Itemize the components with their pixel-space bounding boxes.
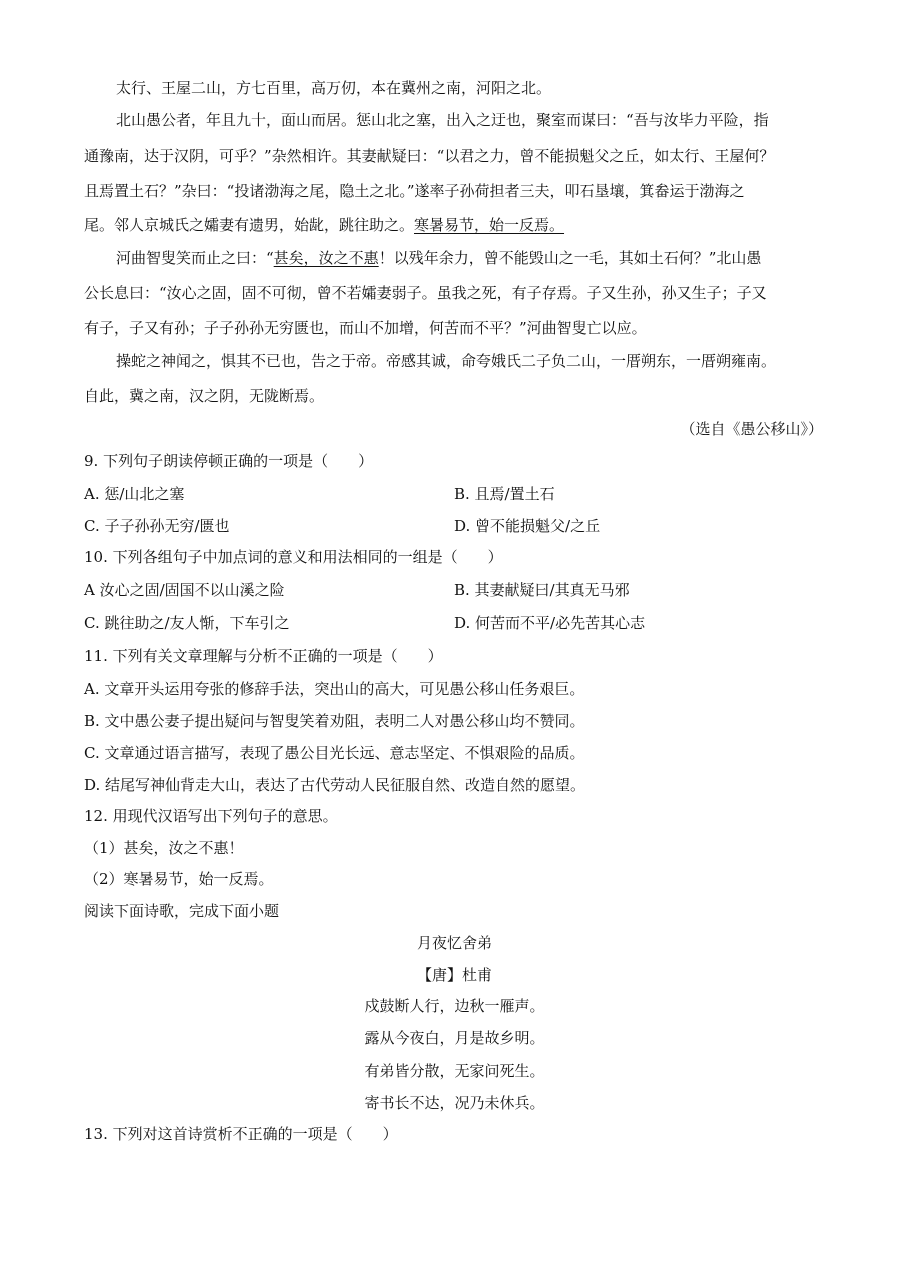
passage-para-3-line-2: 公长息曰：“汝心之固，固不可彻，曾不若孀妻弱子。虽我之死，有子存焉。子又生孙，孙又生子；子又 <box>84 284 767 302</box>
question-9-stem: 9. 下列句子朗读停顿正确的一项是（ ） <box>84 452 374 470</box>
question-10-option-a[interactable]: A 汝心之固/固国不以山溪之险 <box>84 581 285 599</box>
question-11-option-d[interactable]: D. 结尾写神仙背走大山，表达了古代劳动人民征服自然、改造自然的愿望。 <box>84 776 586 794</box>
passage-para-3-line-1 <box>116 248 761 268</box>
question-12-sentence-1: （1）甚矣，汝之不惠！ <box>84 839 244 857</box>
question-12-sentence-2: （2）寒暑易节，始一反焉。 <box>84 870 274 888</box>
poem-line-1: 戍鼓断人行，边秋一雁声。 <box>364 997 545 1015</box>
passage-para-4-line-2: 自此，冀之南，汉之阴，无陇断焉。 <box>84 387 325 405</box>
underlined-sentence: 甚矣，汝之不惠 <box>273 249 379 267</box>
passage-text: ！以残年余力，曾不能毁山之一毛，其如土石何？”北山愚 <box>378 249 762 267</box>
passage-para-1: 太行、王屋二山，方七百里，高万仞，本在冀州之南，河阳之北。 <box>116 79 552 97</box>
question-13-stem: 13. 下列对这首诗赏析不正确的一项是（ ） <box>84 1125 398 1143</box>
question-10-option-c[interactable]: C. 跳往助之/友人惭，下车引之 <box>84 614 290 632</box>
question-11-stem: 11. 下列有关文章理解与分析不正确的一项是（ ） <box>84 647 443 665</box>
question-11-option-a[interactable]: A. 文章开头运用夸张的修辞手法，突出山的高大，可见愚公移山任务艰巨。 <box>84 680 585 698</box>
poem-line-2: 露从今夜白，月是故乡明。 <box>364 1029 545 1047</box>
passage-text: 尾。邻人京城氏之孀妻有遗男，始龀，跳往助之。 <box>84 216 415 234</box>
question-11-option-b[interactable]: B. 文中愚公妻子提出疑问与智叟笑着劝阻，表明二人对愚公移山均不赞同。 <box>84 712 585 730</box>
question-10-option-d[interactable]: D. 何苦而不平/必先苦其心志 <box>454 614 646 632</box>
question-9-option-a[interactable]: A. 惩/山北之塞 <box>84 485 185 503</box>
question-10-option-b[interactable]: B. 其妻献疑曰/其真无马邪 <box>454 581 630 599</box>
poem-author: 【唐】杜甫 <box>416 966 492 984</box>
passage-source: （选自《愚公移山》） <box>680 420 823 438</box>
passage-para-4-line-1: 操蛇之神闻之，惧其不已也，告之于帝。帝感其诚，命夸娥氏二子负二山，一厝朔东，一厝朔雍南。 <box>116 352 777 370</box>
passage-para-2-line-4 <box>84 215 564 235</box>
poem-title: 月夜忆舍弟 <box>416 934 492 952</box>
passage-para-3-line-3: 有子，子又有孙；子子孙孙无穷匮也，而山不加增，何苦而不平？”河曲智叟亡以应。 <box>84 319 647 337</box>
question-12-stem: 12. 用现代汉语写出下列句子的意思。 <box>84 807 338 825</box>
poem-instruction: 阅读下面诗歌，完成下面小题 <box>84 902 280 920</box>
passage-para-2-line-3: 且焉置土石？”杂曰：“投诸渤海之尾，隐土之北。”遂率子孙荷担者三夫，叩石垦壤，箕畚运于渤海之 <box>84 182 745 200</box>
question-10-stem: 10. 下列各组句子中加点词的意义和用法相同的一组是（ ） <box>84 548 503 566</box>
passage-text: 河曲智叟笑而止之曰：“ <box>116 249 274 267</box>
passage-para-2-line-2: 通豫南，达于汉阴，可乎？”杂然相许。其妻献疑曰：“以君之力，曾不能损魁父之丘，如太行、王屋何？ <box>84 147 775 165</box>
poem-line-3: 有弟皆分散，无家问死生。 <box>364 1062 545 1080</box>
passage-para-2-line-1: 北山愚公者，年且九十，面山而居。惩山北之塞，出入之迂也，聚室而谋曰：“吾与汝毕力平险，指 <box>116 111 769 129</box>
question-11-option-c[interactable]: C. 文章通过语言描写，表现了愚公目光长远、意志坚定、不惧艰险的品质。 <box>84 744 585 762</box>
question-9-option-c[interactable]: C. 子子孙孙无穷/匮也 <box>84 517 230 535</box>
underlined-sentence: 寒暑易节，始一反焉。 <box>414 216 565 234</box>
question-9-option-b[interactable]: B. 且焉/置土石 <box>454 485 555 503</box>
poem-line-4: 寄书长不达，况乃未休兵。 <box>364 1094 545 1112</box>
question-9-option-d[interactable]: D. 曾不能损魁父/之丘 <box>454 517 601 535</box>
